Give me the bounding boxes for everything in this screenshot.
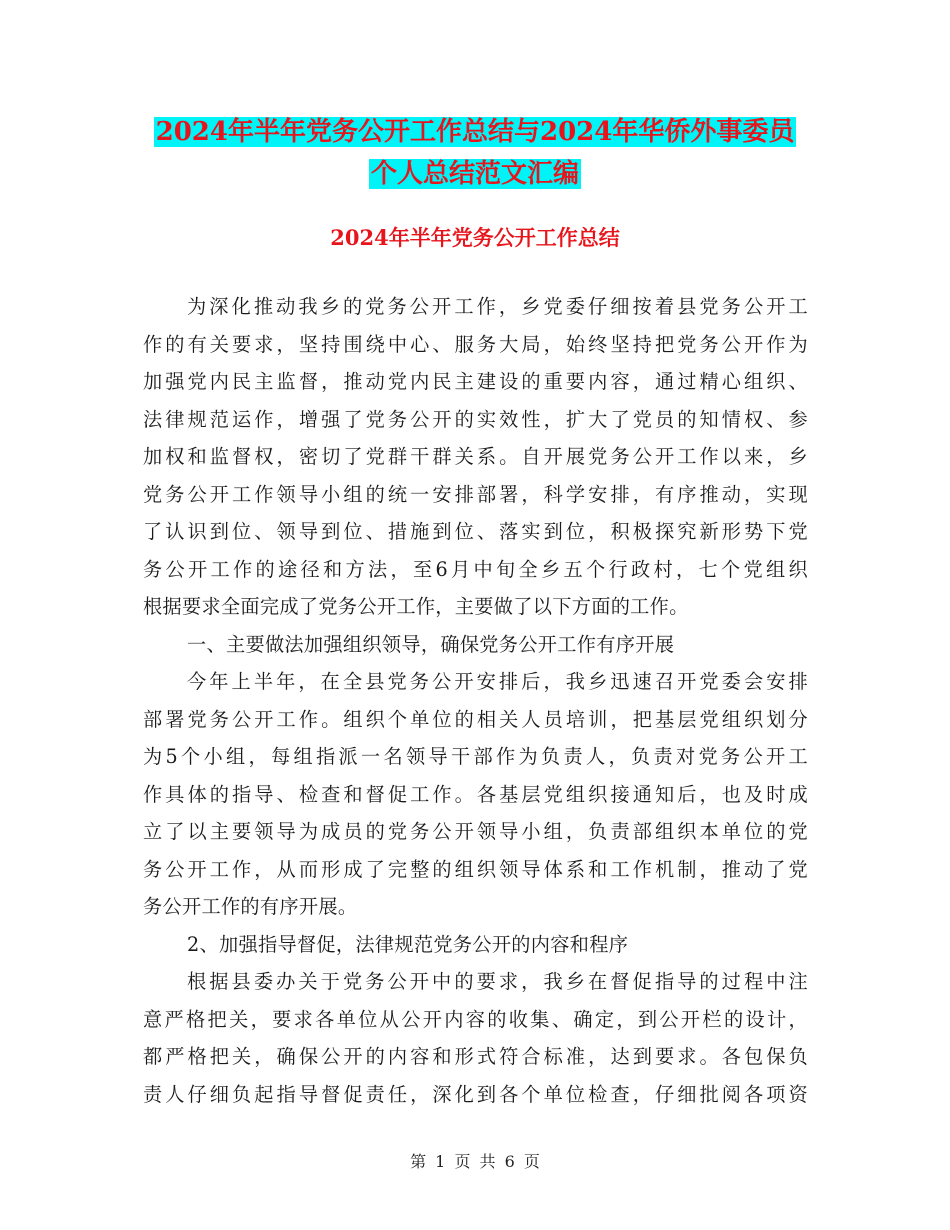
paragraph-line: 都严格把关，确保公开的内容和形式符合标准，达到要求。各包保负 [143,1045,808,1068]
document-title-line-2: 个人总结范文汇编 [370,159,579,189]
paragraph-line: 今年上半年，在全县党务公开安排后，我乡迅速召开党委会安排 [187,670,808,693]
paragraph-line: 务公开工作的有序开展。 [143,895,358,918]
paragraph-line: 加权和监督权，密切了党群干群关系。自开展党务公开工作以来，乡 [143,445,808,468]
paragraph-line: 为深化推动我乡的党务公开工作，乡党委仔细按着县党务公开工 [187,295,808,318]
paragraph-line: 务公开工作，从而形成了完整的组织领导体系和工作机制，推动了党 [143,858,808,881]
paragraph-line: 立了以主要领导为成员的党务公开领导小组，负责部组织本单位的党 [143,820,808,843]
paragraph-line: 意严格把关，要求各单位从公开内容的收集、确定，到公开栏的设计， [143,1008,808,1031]
section-title: 2024年半年党务公开工作总结 [330,225,620,250]
paragraph-line: 加强党内民主监督，推动党内民主建设的重要内容，通过精心组织、 [143,370,808,393]
subheading-line: 2、加强指导督促，法律规范党务公开的内容和程序 [187,933,629,956]
paragraph-line: 根据要求全面完成了党务公开工作，主要做了以下方面的工作。 [143,595,689,618]
paragraph-line: 作具体的指导、检查和督促工作。各基层党组织接通知后，也及时成 [143,783,808,806]
document-title-line-1: 2024年半年党务公开工作总结与2024年华侨外事委员 [155,117,795,147]
paragraph-line: 根据县委办关于党务公开中的要求，我乡在督促指导的过程中注 [187,970,808,993]
paragraph-line: 务公开工作的途径和方法，至6月中旬全乡五个行政村，七个党组织 [143,558,808,581]
subheading-line: 一、主要做法加强组织领导，确保党务公开工作有序开展 [187,633,675,656]
paragraph-line: 作的有关要求，坚持围绕中心、服务大局，始终坚持把党务公开作为 [143,333,808,356]
paragraph-line: 法律规范运作，增强了党务公开的实效性，扩大了党员的知情权、参 [143,408,808,431]
paragraph-line: 部署党务公开工作。组织个单位的相关人员培训，把基层党组织划分 [143,708,808,731]
paragraph-line: 为5个小组，每组指派一名领导干部作为负责人，负责对党务公开工 [143,745,808,768]
paragraph-line: 党务公开工作领导小组的统一安排部署，科学安排，有序推动，实现 [143,483,808,506]
page-footer: 第 1 页 共 6 页 [410,1152,540,1171]
paragraph-line: 了认识到位、领导到位、措施到位、落实到位，积极探究新形势下党 [143,520,808,543]
paragraph-line: 责人仔细负起指导督促责任，深化到各个单位检查，仔细批阅各项资 [143,1083,808,1106]
